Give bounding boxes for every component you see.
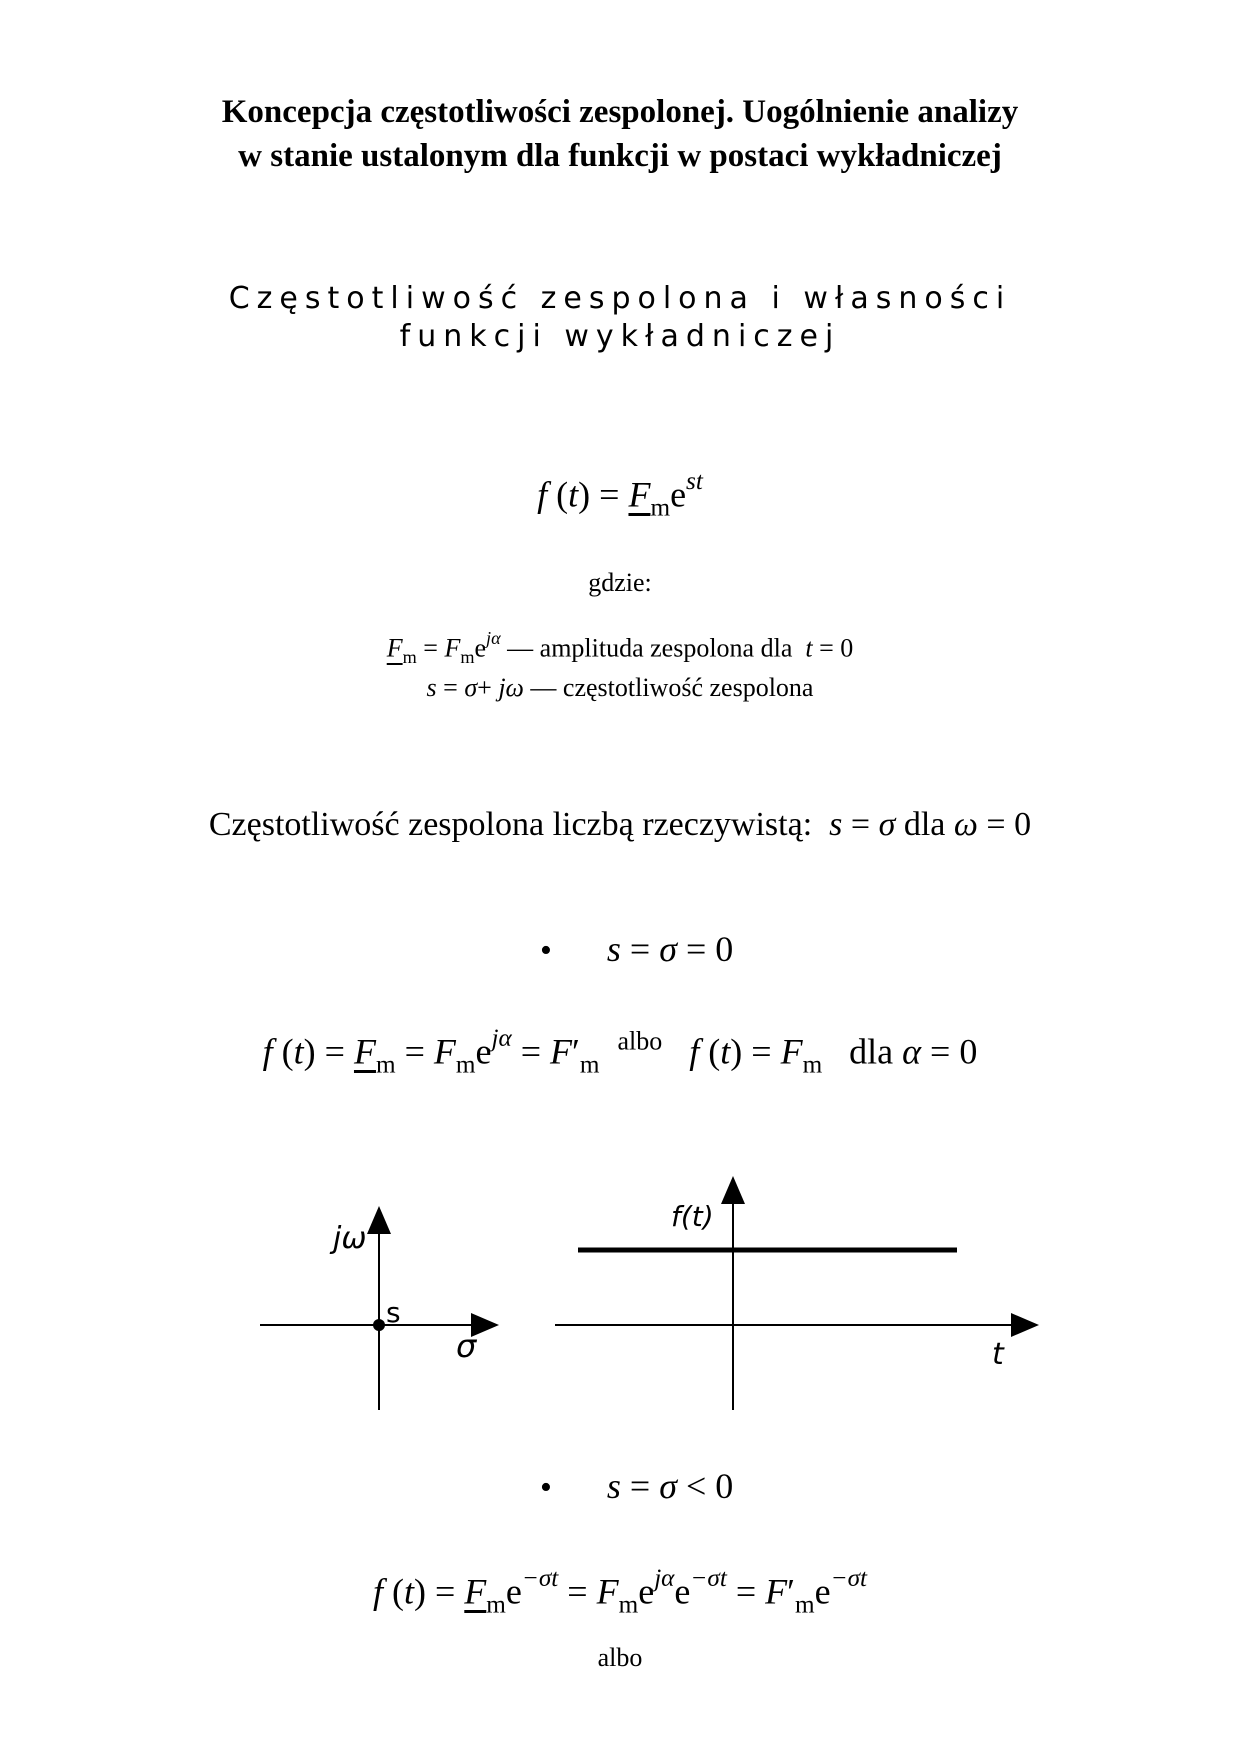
bullet-1-dot: • [540,932,552,969]
t-label: t [992,1337,1004,1372]
pole-point [373,1319,385,1331]
subtitle-line-1: Częstotliwość zespolona i własności [228,281,1012,316]
amplitude-description: — amplituda zespolona dla [507,633,793,663]
complex-plane-diagram [260,1210,495,1410]
albo-inline: albo [617,1026,663,1056]
bullet-case-1: • s = σ = 0 [540,929,734,969]
jomega-label: jω [333,1221,367,1256]
dla-word-2: dla [849,1031,894,1072]
frequency-description: — częstotliwość zespolona [530,673,814,702]
where-label: gdzie: [588,568,652,597]
real-frequency-text: Częstotliwość zespolona liczbą rzeczywistą: [208,806,813,843]
title-line-2: w stanie ustalonym dla funkcji w postaci wykładniczej [238,138,1002,174]
albo-bottom: albo [597,1643,643,1672]
bullet-2-dot: • [540,1469,552,1506]
time-domain-diagram [555,1180,1035,1410]
real-frequency-statement: Częstotliwość zespolona liczbą rzeczywistą: s = σ dla ω = 0 [208,806,1032,843]
bullet-case-2: • s = σ < 0 [540,1466,734,1506]
subtitle-line-2: funkcji wykładniczej [399,319,841,354]
dla-word-1: dla [903,806,946,843]
formula-case-2: f $(t) = F_me^{-\sigma t} = F_me^{j\alpha}e^{-\sigma t} = F'_me^{-\sigma t}$ [372,1565,868,1619]
amplitude-definition: $F_m = F_me^{j\alpha}$ — amplituda zespolona dla t = 0 [386,628,854,668]
main-formula: f $(t) = F_me^{st}$ [537,468,703,522]
frequency-definition: s = σ+ jω — częstotliwość zespolona [426,673,814,702]
ft-label: f(t) [671,1200,714,1233]
point-s-label: s [386,1296,401,1329]
formula-case-1: f $(t) = F_m = F_me^{j\alpha} = F'_m$ $^{albo}$ f $(t) = F_m$ dla α = 0 [262,1025,978,1079]
title-line-1: Koncepcja częstotliwości zespolonej. Uogólnienie analizy [221,94,1019,130]
sigma-label: σ [456,1327,477,1365]
